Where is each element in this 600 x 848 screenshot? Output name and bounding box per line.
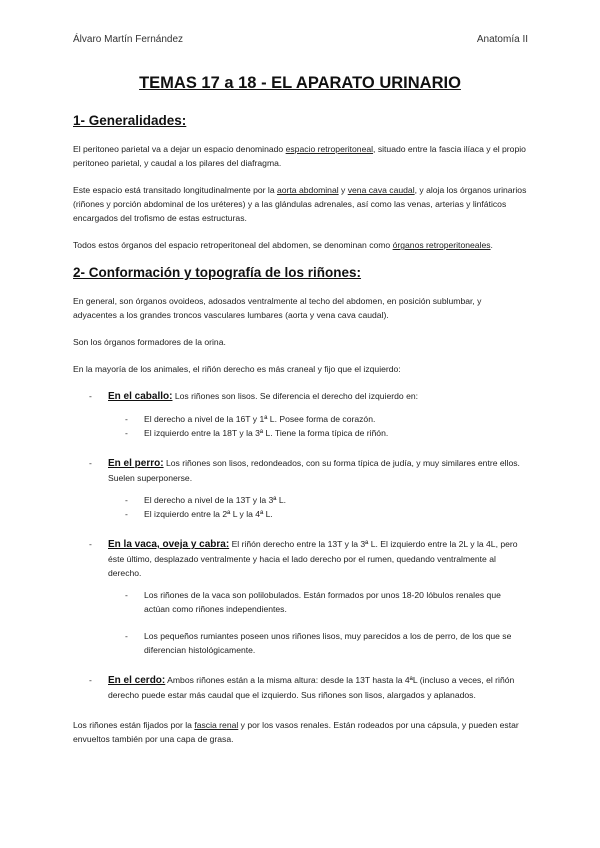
text-run: y — [338, 185, 348, 195]
term-aorta-abdominal: aorta abdominal — [277, 185, 339, 195]
text-run: El peritoneo parietal va a dejar un espacio denominado — [73, 144, 286, 154]
section-1-paragraph-2 — [73, 183, 527, 225]
section-2-heading: 2- Conformación y topografía de los riñones: — [73, 265, 362, 280]
species-label-vaca: En la vaca, oveja y cabra: — [108, 539, 230, 550]
header-subject: Anatomía II — [476, 34, 528, 45]
text-run: Todos estos órganos del espacio retroperitoneal del abdomen, se denominan como — [73, 240, 393, 250]
term-espacio-retroperitoneal: espacio retroperitoneal — [285, 144, 374, 154]
section-1-paragraph-1 — [73, 142, 527, 170]
list-item: - El izquierdo entre la 2ª L y la 4ª L. — [108, 507, 527, 521]
list-item: - El izquierdo entre la 18T y la 3ª L. Tiene la forma típica de riñón. — [108, 426, 527, 440]
term-fascia-renal: fascia renal — [194, 720, 239, 730]
text-run: , situado entre la fascia ilíaca y el propio peritoneo parietal, y caudal a los pilares del diafragma. — [73, 144, 526, 168]
list-item: - El derecho a nivel de la 16T y 1ª L. Posee forma de corazón. — [108, 412, 527, 426]
list-item-cerdo — [73, 673, 527, 702]
section-2-paragraph-1: En general, son órganos ovoideos, adosados ventralmente al techo del abdomen, en posición sublumbar, y adyacentes a los grandes troncos vasculares lumbares (aorta y vena cava caudal). — [73, 296, 482, 320]
list-item-perro — [73, 456, 527, 521]
list-item: - Los pequeños rumiantes poseen unos riñones lisos, muy parecidos a los de perro, de los que se diferencian histológicamente. — [108, 629, 527, 657]
species-text: Los riñones son lisos, redondeados, con su forma típica de judía, y muy similares entre ellos. Suelen superponerse. — [108, 458, 520, 483]
species-text: El riñón derecho entre la 13T y la 3ª L. El izquierdo entre la 2L y la 4L, pero éste último, desplazado ventralmente y hacia el lado derecho por el rumen, quedando ventralmente al derecho. — [108, 539, 518, 578]
species-list — [73, 389, 527, 702]
text-run: . — [490, 240, 493, 250]
species-label-cerdo: En el cerdo: — [108, 675, 166, 686]
section-2-paragraph-2: Son los órganos formadores de la orina. — [73, 337, 226, 347]
text-run: Los riñones están fijados por la — [73, 720, 195, 730]
sublist-caballo — [108, 412, 527, 440]
document-title: TEMAS 17 a 18 - EL APARATO URINARIO — [139, 74, 461, 92]
text-run: , y aloja los órganos urinarios (riñones y porción abdominal de los uréteres) y a las glándulas adrenales, así como las venas, arterias y linfáticos encargados del trofismo de estas estructuras. — [73, 185, 527, 223]
text-run: Este espacio está transitado longitudinalmente por la — [73, 185, 277, 195]
document-body — [73, 74, 527, 759]
species-text: Los riñones son lisos. Se diferencia el derecho del izquierdo en: — [172, 391, 419, 401]
term-vena-cava-caudal: vena cava caudal — [347, 185, 415, 195]
species-label-perro: En el perro: — [108, 458, 164, 469]
term-organos-retroperitoneales: órganos retroperitoneales — [392, 240, 491, 250]
header-author: Álvaro Martín Fernández — [73, 34, 184, 45]
list-item-vaca — [73, 537, 527, 657]
text-run: y por los vasos renales. Están rodeados por una cápsula, y pueden estar envueltos también por una capa de grasa. — [73, 720, 519, 744]
list-item: - El derecho a nivel de la 13T y la 3ª L. — [108, 493, 527, 507]
species-text: Ambos riñones están a la misma altura: desde la 13T hasta la 4ªL (incluso a veces, el riñón derecho puede estar más caudal que el izquierdo. Sus riñones son lisos, alargados y aplanados. — [108, 675, 515, 700]
section-2-final-paragraph — [73, 718, 527, 746]
list-item-caballo — [73, 389, 527, 440]
section-1-paragraph-3 — [73, 238, 527, 252]
list-item: - Los riñones de la vaca son polilobulados. Están formados por unos 18-20 lóbulos renales que actúan como riñones independientes. — [108, 588, 527, 616]
sublist-perro — [108, 493, 527, 521]
species-label-caballo: En el caballo: — [108, 391, 173, 402]
sublist-vaca — [108, 588, 527, 657]
section-2-paragraph-3: En la mayoría de los animales, el riñón derecho es más craneal y fijo que el izquierdo: — [73, 364, 401, 374]
section-1-heading: 1- Generalidades: — [73, 113, 187, 128]
